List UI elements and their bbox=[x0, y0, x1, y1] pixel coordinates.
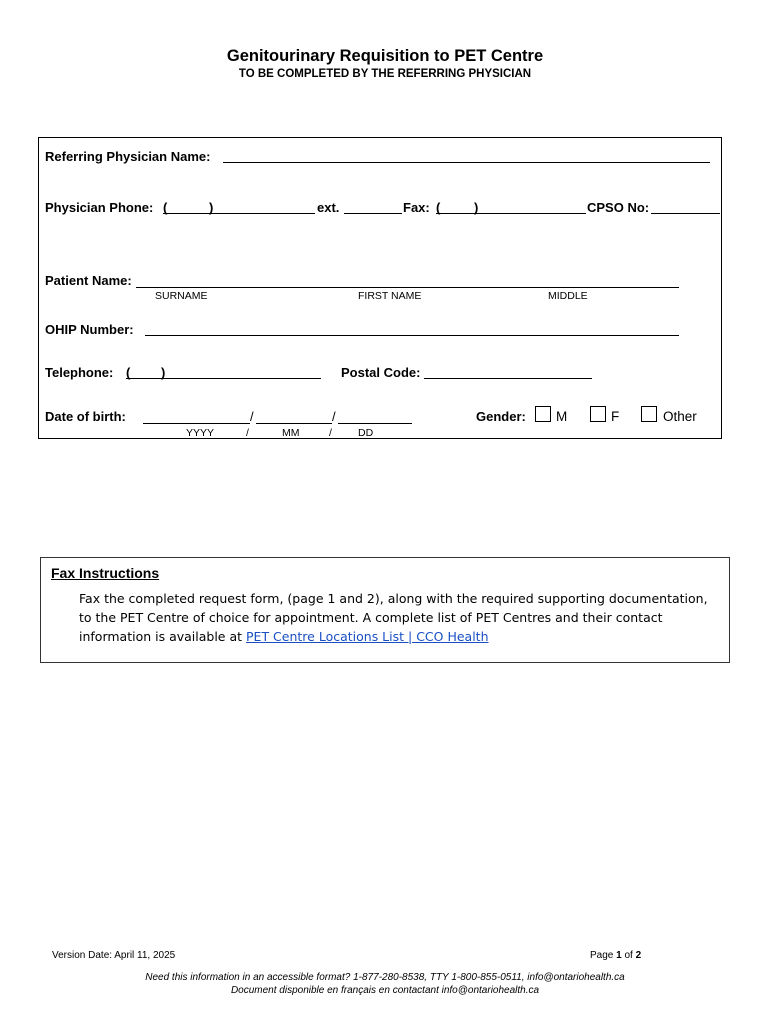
patient-name-label: Patient Name: bbox=[45, 273, 132, 288]
ohip-label: OHIP Number: bbox=[45, 322, 134, 337]
telephone-label: Telephone: bbox=[45, 365, 114, 380]
gender-f-label: F bbox=[611, 409, 620, 424]
ext-label: ext. bbox=[317, 200, 340, 215]
fax-instructions-heading: Fax Instructions bbox=[51, 565, 160, 581]
surname-caption: SURNAME bbox=[155, 290, 208, 302]
referring-physician-label: Referring Physician Name: bbox=[45, 149, 211, 164]
dob-year-field[interactable] bbox=[143, 423, 250, 424]
dob-caption-slash-1: / bbox=[246, 427, 249, 439]
form-title: Genitourinary Requisition to PET Centre bbox=[226, 47, 544, 65]
cpso-label: CPSO No: bbox=[587, 200, 650, 215]
fax-area-open: ( bbox=[436, 200, 441, 215]
yyyy-caption: YYYY bbox=[186, 427, 215, 439]
version-date: Version Date: April 11, 2025 bbox=[52, 950, 176, 961]
mm-caption: MM bbox=[282, 427, 300, 439]
physician-phone-label: Physician Phone: bbox=[45, 200, 154, 215]
patient-physician-box bbox=[38, 137, 722, 439]
fax-area-close: ) bbox=[474, 200, 479, 215]
tel-area-open: ( bbox=[126, 365, 131, 380]
fax-field[interactable] bbox=[436, 213, 586, 214]
physician-phone-field[interactable] bbox=[163, 213, 315, 214]
fax-label: Fax: bbox=[403, 200, 430, 215]
phone-area-close: ) bbox=[209, 200, 214, 215]
patient-name-field[interactable] bbox=[136, 287, 679, 288]
pet-centre-locations-link[interactable]: PET Centre Locations List | CCO Health bbox=[246, 629, 489, 644]
gender-other-label: Other bbox=[663, 409, 697, 424]
gender-label: Gender: bbox=[476, 409, 526, 424]
dob-separator-2: / bbox=[332, 409, 336, 424]
gender-other-checkbox[interactable] bbox=[641, 406, 657, 422]
cpso-field[interactable] bbox=[651, 213, 720, 214]
fax-instructions-text bbox=[79, 589, 724, 646]
page-total: 2 bbox=[635, 950, 642, 961]
gender-m-label: M bbox=[556, 409, 568, 424]
page-current: 1 bbox=[616, 950, 622, 961]
tel-area-close: ) bbox=[161, 365, 166, 380]
postal-code-label: Postal Code: bbox=[341, 365, 421, 380]
first-name-caption: FIRST NAME bbox=[358, 290, 422, 302]
gender-f-checkbox[interactable] bbox=[590, 406, 606, 422]
page-number bbox=[590, 950, 641, 961]
dob-label: Date of birth: bbox=[45, 409, 126, 424]
telephone-field[interactable] bbox=[126, 378, 321, 379]
dob-caption-slash-2: / bbox=[329, 427, 332, 439]
fax-instructions-body: Fax the completed request form, (page 1 and 2), along with the required supporting documentation, to the PET Centre of choice for appointment. A complete list of PET Centres and their contact information is available at bbox=[79, 591, 708, 644]
page-prefix: Page bbox=[590, 950, 614, 961]
accessible-format-notice: Need this information in an accessible format? 1-877-280-8538, TTY 1-800-855-0511, info@ontariohealth.ca bbox=[145, 972, 625, 983]
ohip-field[interactable] bbox=[145, 335, 679, 336]
dob-separator-1: / bbox=[250, 409, 254, 424]
dob-day-field[interactable] bbox=[338, 423, 412, 424]
phone-area-open: ( bbox=[163, 200, 168, 215]
page-of: of bbox=[624, 950, 633, 961]
referring-physician-field[interactable] bbox=[223, 162, 710, 163]
gender-m-checkbox[interactable] bbox=[535, 406, 551, 422]
form-subtitle: TO BE COMPLETED BY THE REFERRING PHYSICIAN bbox=[238, 68, 532, 80]
ext-field[interactable] bbox=[344, 213, 402, 214]
postal-code-field[interactable] bbox=[424, 378, 592, 379]
dd-caption: DD bbox=[358, 427, 374, 439]
french-availability-notice: Document disponible en français en contactant info@ontariohealth.ca bbox=[230, 985, 540, 996]
middle-caption: MIDDLE bbox=[548, 290, 588, 302]
dob-month-field[interactable] bbox=[256, 423, 332, 424]
